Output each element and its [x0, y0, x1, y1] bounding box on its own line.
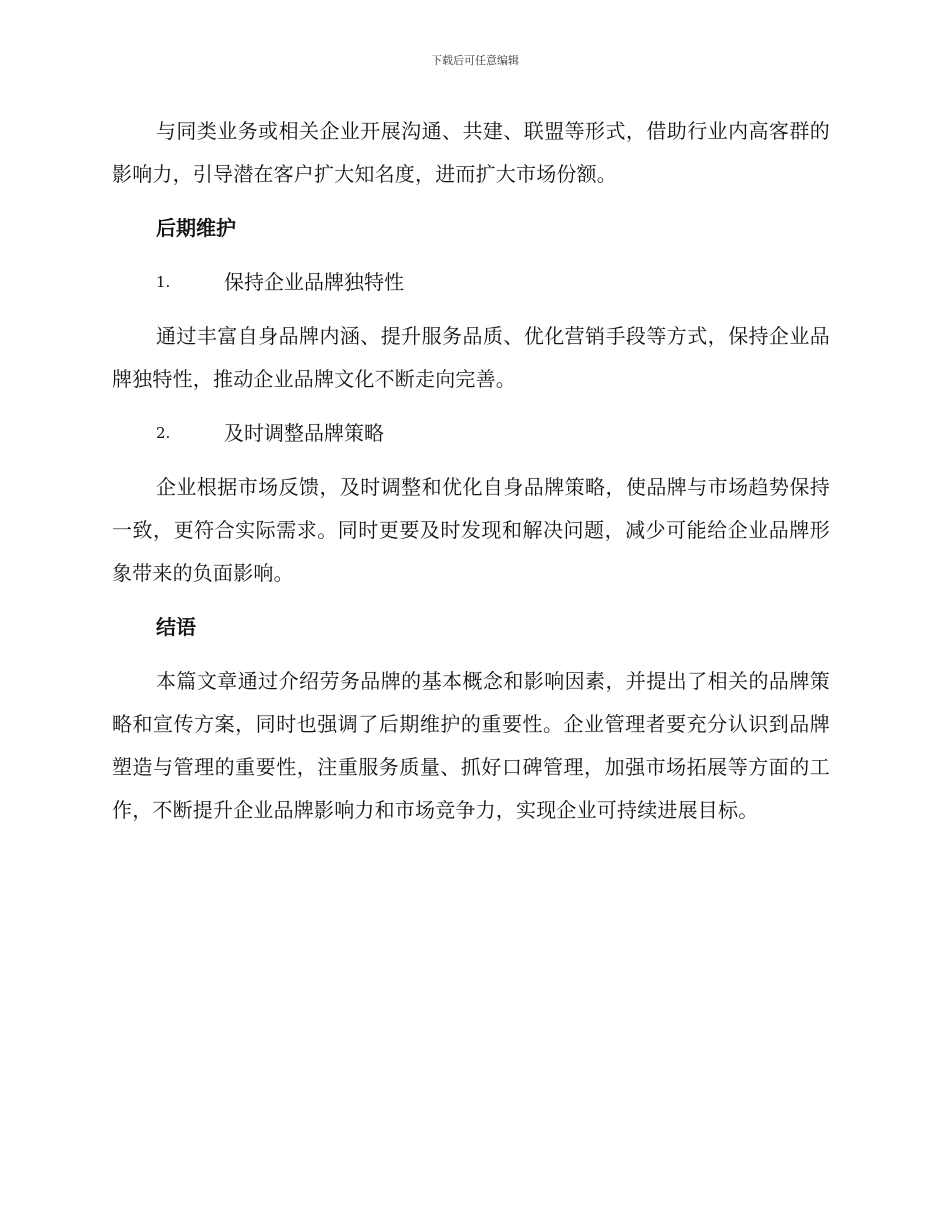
list-number-1: 1. — [156, 273, 171, 291]
document-body — [112, 110, 830, 843]
list-item-2 — [156, 412, 830, 455]
paragraph-alliance: 与同类业务或相关企业开展沟通、共建、联盟等形式，借助行业内高客群的影响力，引导潜在客户扩大知名度，进而扩大市场份额。 — [112, 119, 830, 186]
list-text-2: 及时调整品牌策略 — [224, 421, 384, 445]
paragraph-strategy: 企业根据市场反馈，及时调整和优化自身品牌策略，使品牌与市场趋势保持一致，更符合实际需求。同时更要及时发现和解决问题，减少可能给企业品牌形象带来的负面影响。 — [112, 475, 830, 585]
heading-maintenance: 后期维护 — [156, 216, 236, 240]
list-text-1: 保持企业品牌独特性 — [224, 270, 404, 294]
heading-conclusion: 结语 — [156, 615, 196, 639]
list-number-2: 2. — [156, 424, 171, 442]
paragraph-uniqueness: 通过丰富自身品牌内涵、提升服务品质、优化营销手段等方式，保持企业品牌独特性，推动企业品牌文化不断走向完善。 — [112, 324, 830, 391]
page-header: 下载后可任意编辑 — [431, 54, 519, 67]
list-item-1 — [156, 261, 830, 304]
paragraph-conclusion: 本篇文章通过介绍劳务品牌的基本概念和影响因素，并提出了相关的品牌策略和宣传方案，同时也强调了后期维护的重要性。企业管理者要充分认识到品牌塑造与管理的重要性，注重服务质量、抓好口碑管理，加强市场拓展等方面的工作，不断提升企业品牌影响力和市场竞争力，实现企业可持续进展目标。 — [112, 669, 830, 822]
